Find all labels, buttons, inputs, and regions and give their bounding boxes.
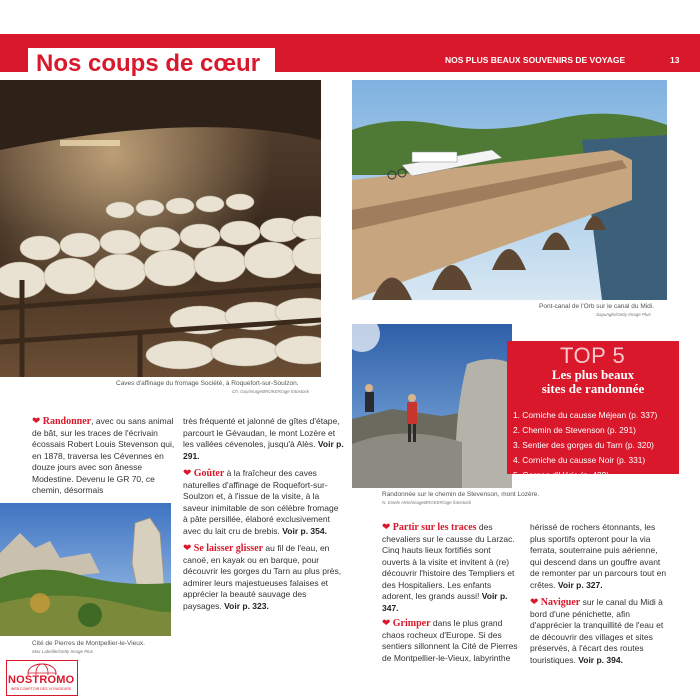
heart-icon: ❤ <box>32 416 41 427</box>
naviguer-body: sur le canal du Midi à bord d'une pénichette, afin d'apprécier la tranquillité de l'eau et de découvrir des villages et sites préservés, à l'écart des routes touristiques. <box>530 597 664 665</box>
hikers-caption: Randonnée sur le chemin de Stevenson, mont Lozère. <box>382 491 540 498</box>
rocks-caption: Cité de Pierres de Montpellier-le-Vieux. <box>32 640 145 647</box>
traces-paragraph <box>382 522 520 614</box>
top5-list <box>513 408 657 483</box>
randonner-body: , avec ou sans animal de bât, sur les traces de l'écrivain écossais Robert Louis Stevenson qui, en 1878, traversa les Cévennes en douze jours avec son ânesse Modestine. Devenu le GR 70, ce chemin, désormais <box>32 416 175 495</box>
hikers-credit: N. Eisele Hein/imageBROKER/age fotostock <box>382 500 472 505</box>
heart-icon: ❤ <box>382 618 391 629</box>
rocks-photo <box>0 503 171 636</box>
column-4 <box>530 522 670 666</box>
gouter-heading: Goûter <box>193 468 225 479</box>
cheese-credit: Ch. Guy/imageBROKER/age fotostock <box>232 389 310 394</box>
randonner-cont-text: très fréquenté et jalonné de gîtes d'étape, parcourt le Gévaudan, le mont Lozère et les vallées cévenoles, jusqu'à Alès. <box>183 416 340 449</box>
randonner-ref[interactable]: Voir p. 291. <box>183 439 344 461</box>
top5-item[interactable]: 4. Corniche du causse Noir (p. 331) <box>513 455 646 465</box>
canal-caption: Pont-canal de l'Orb sur le canal du Midi. <box>539 303 655 310</box>
traces-ref[interactable]: Voir p. 347. <box>382 591 508 613</box>
randonner-paragraph <box>32 416 178 497</box>
heart-icon: ❤ <box>183 543 192 554</box>
logo-tagline: WEB COMPTOIR DES VOYAGEURS <box>10 687 72 691</box>
top5-item[interactable]: 3. Sentier des gorges du Tarn (p. 320) <box>513 440 654 450</box>
canal-credit: Sapunglo/Getty Image Plus <box>596 312 651 317</box>
column-3 <box>382 522 520 664</box>
grimper-continuation <box>530 522 670 591</box>
glisser-heading: Se laisser glisser <box>193 543 264 554</box>
randonner-heading: Randonner <box>42 416 92 427</box>
gouter-ref[interactable]: Voir p. 354. <box>282 525 327 536</box>
grimper-ref[interactable]: Voir p. 327. <box>557 579 603 590</box>
heart-icon: ❤ <box>382 522 391 533</box>
grimper-heading: Grimper <box>392 618 431 629</box>
naviguer-ref[interactable]: Voir p. 394. <box>578 654 623 665</box>
cheese-cave-photo <box>0 80 321 377</box>
column-2 <box>183 416 345 612</box>
top5-title <box>507 368 679 396</box>
grimper-paragraph <box>382 618 520 664</box>
traces-body: des chevaliers sur le causse du Larzac. Cinq hauts lieux fortifiés sont ouverts à la visite et invitent à (re) découvrir l'histoire des Templiers et des Hospitaliers. Les enfants adorent, les grands aussi! <box>382 522 515 601</box>
globe-icon <box>7 661 77 675</box>
heart-icon: ❤ <box>530 597 539 608</box>
cheese-caption: Caves d'affinage du fromage Société, à Roquefort-sur-Soulzon. <box>116 380 299 387</box>
canal-bridge-photo <box>352 80 667 300</box>
top5-title-line1: Les plus beaux <box>551 367 635 382</box>
logo-name: NOSTROMO <box>8 674 75 686</box>
naviguer-heading: Naviguer <box>540 597 581 608</box>
traces-heading: Partir sur les traces <box>392 522 477 533</box>
section-subtitle: NOS PLUS BEAUX SOUVENIRS DE VOYAGE <box>445 55 626 65</box>
hikers-photo <box>352 324 512 488</box>
glisser-ref[interactable]: Voir p. 323. <box>224 600 269 611</box>
randonner-continuation <box>183 416 345 462</box>
page-number: 13 <box>670 55 680 65</box>
top5-item[interactable]: 1. Corniche du causse Méjean (p. 337) <box>513 410 658 420</box>
gouter-paragraph <box>183 468 345 537</box>
top5-label: TOP 5 <box>560 343 626 368</box>
grimper-body: dans le plus grand chaos rocheux d'Europe. Si des sentiers sillonnent la Cité de Pierres de Montpellier-le-Vieux, labyrinthe <box>382 618 518 663</box>
gouter-body: à la fraîcheur des caves naturelles d'affinage de Roquefort-sur-Soulzon et, à l'issue de la visite, à la saveur inimitable de son célèbre fromage à pâte persillée, élaboré exclusivement avec du lait cru de brebis. <box>183 468 339 536</box>
glisser-body: au fil de l'eau, en canoë, en kayak ou en barque, pour découvrir les gorges du Tarn au plus près, admirer leurs majestueuses falaises et apprécier la beauté sauvage des paysages. <box>183 543 342 611</box>
top5-item[interactable]: 5. Gorges d'Héric (p. 429) <box>513 470 610 480</box>
naviguer-paragraph <box>530 597 670 666</box>
heart-icon: ❤ <box>183 468 192 479</box>
glisser-paragraph <box>183 543 345 612</box>
page-title: Nos coups de cœur <box>36 50 261 77</box>
top5-title-line2: sites de randonnée <box>541 381 645 396</box>
top5-item[interactable]: 2. Chemin de Stevenson (p. 291) <box>513 425 636 435</box>
rocks-credit: Max Labeille/Getty Image Plus <box>32 649 94 654</box>
grimper-cont-text: hérissé de rochers étonnants, les plus sportifs opteront pour la via ferrata, souterraine puis aérienne, qui descend dans un gouffre avant de remonter par un parcours tout en crêtes. <box>530 522 667 590</box>
